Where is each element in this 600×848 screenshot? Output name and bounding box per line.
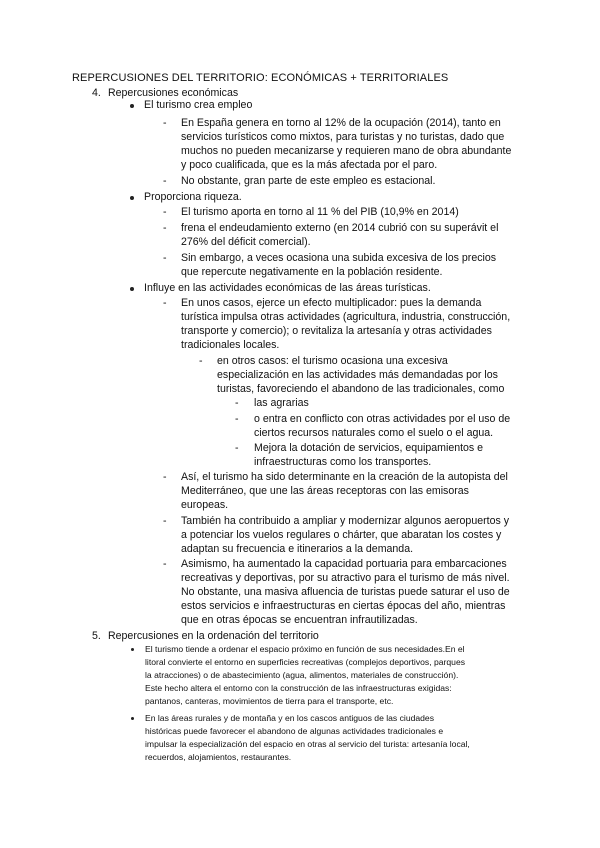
document-title: REPERCUSIONES DEL TERRITORIO: ECONÓMICAS + TERRITORIALES — [72, 72, 449, 84]
employment-seasonal-line: No obstante, gran parte de este empleo es estacional. — [181, 175, 436, 187]
ports-line-2: recreativas y deportivas, por su atractivo para el turismo de más nivel. — [181, 572, 510, 584]
wealth-debt-line-1: frena el endeudamiento externo (en 2014 cubrió con su superávit el — [181, 222, 499, 234]
highway-line-2: Mediterráneo, que une las áreas receptoras con las emisoras — [181, 485, 469, 497]
ports-line-3: No obstante, una masiva afluencia de turistas puede saturar el uso de — [181, 586, 510, 598]
dash-marker: - — [163, 175, 167, 187]
wealth-debt-line-2: 276% del déficit comercial). — [181, 236, 311, 248]
section-4-number: 4. — [92, 87, 101, 99]
dash-marker: - — [163, 297, 167, 309]
dash-marker: - — [235, 413, 239, 425]
territory-paragraph-1-line-3: la atracciones) o de abastecimiento (agua, alimentos, materiales de construcción). — [145, 670, 459, 680]
employment-detail-line-4: y poco cualificada, que es la más afectada por el paro. — [181, 159, 438, 171]
highway-line-1: Así, el turismo ha sido determinante en la creación de la autopista del — [181, 471, 508, 483]
dash-marker: - — [199, 355, 203, 367]
airports-line-3: adaptan su frecuencia e itinerarios a la demanda. — [181, 543, 414, 555]
territory-paragraph-1-line-4: Este hecho altera el entorno con la construcción de las infraestructuras exigidas: — [145, 683, 452, 693]
highway-line-3: europeas. — [181, 499, 229, 511]
wealth-prices-line-2: que repercute negativamente en la población residente. — [181, 266, 443, 278]
services-line-1: Mejora la dotación de servicios, equipamientos e — [254, 442, 484, 454]
bullet-dot — [131, 648, 134, 651]
wealth-gdp-line: El turismo aporta en torno al 11 % del PIB (10,9% en 2014) — [181, 206, 459, 218]
dash-marker: - — [163, 117, 167, 129]
bullet-dot — [130, 287, 134, 291]
agrarian-line: las agrarias — [254, 397, 309, 409]
bullet-activities: Influye en las actividades económicas de las áreas turísticas. — [144, 282, 431, 294]
employment-detail-line-3: muchos no pueden mecanizarse y requieren mano de obra abundante — [181, 145, 512, 157]
dash-marker: - — [163, 206, 167, 218]
employment-detail-line-2: servicios turísticos como mixtos, para turistas y no turistas, dado que — [181, 131, 505, 143]
ports-line-1: Asimismo, ha aumentado la capacidad portuaria para embarcaciones — [181, 558, 507, 570]
dash-marker: - — [163, 558, 167, 570]
multiplier-line-1: En unos casos, ejerce un efecto multiplicador: pues la demanda — [181, 297, 482, 309]
conflict-line-1: o entra en conflicto con otras actividades por el uso de — [254, 413, 511, 425]
bullet-wealth: Proporciona riqueza. — [144, 191, 242, 203]
wealth-prices-line-1: Sin embargo, a veces ocasiona una subida excesiva de los precios — [181, 252, 497, 264]
section-5-title: Repercusiones en la ordenación del territorio — [108, 630, 319, 642]
dash-marker: - — [235, 442, 239, 454]
specialization-line-3: turistas, favoreciendo el abandono de las tradicionales, como — [217, 383, 505, 395]
specialization-line-1: en otros casos: el turismo ocasiona una excesiva — [217, 355, 448, 367]
airports-line-1: También ha contribuido a ampliar y modernizar algunos aeropuertos y — [181, 515, 509, 527]
multiplier-line-3: transporte y comercio); o revitaliza la artesanía y otras actividades — [181, 325, 492, 337]
territory-paragraph-2-line-3: impulsar la especialización del espacio en otras al servicio del turista: artesanía local, — [145, 739, 470, 749]
dash-marker: - — [163, 515, 167, 527]
services-line-2: infraestructuras como los transportes. — [254, 456, 432, 468]
territory-paragraph-1-line-5: pantanos, canteras, movimientos de tierra para el transporte, etc. — [145, 696, 394, 706]
territory-paragraph-2-line-1: En las áreas rurales y de montaña y en los cascos antiguos de las ciudades — [145, 713, 435, 723]
bullet-dot — [130, 104, 134, 108]
specialization-line-2: especialización en las actividades más demandadas por los — [217, 369, 498, 381]
dash-marker: - — [235, 397, 239, 409]
territory-paragraph-2-line-4: recuerdos, alojamientos, restaurantes. — [145, 752, 292, 762]
bullet-dot — [131, 717, 134, 720]
section-5-number: 5. — [92, 630, 101, 642]
dash-marker: - — [163, 471, 167, 483]
section-4-title: Repercusiones económicas — [108, 87, 239, 99]
dash-marker: - — [163, 222, 167, 234]
ports-line-5: que en otras épocas se encuentran infrautilizadas. — [181, 614, 418, 626]
conflict-line-2: ciertos recursos naturales como el suelo o el agua. — [254, 427, 494, 439]
bullet-dot — [130, 196, 134, 200]
territory-paragraph-1-line-1: El turismo tiende a ordenar el espacio próximo en función de sus necesidades.En el — [145, 644, 465, 654]
multiplier-line-2: turística impulsa otras actividades (agricultura, industria, construcción, — [181, 311, 511, 323]
bullet-employment: El turismo crea empleo — [144, 99, 253, 111]
dash-marker: - — [163, 252, 167, 264]
airports-line-2: a potenciar los vuelos regulares o chárter, que abaratan los costes y — [181, 529, 502, 541]
territory-paragraph-1-line-2: litoral convierte el entorno en superficies recreativas (complejos deportivos, parques — [145, 657, 466, 667]
employment-detail-line-1: En España genera en torno al 12% de la ocupación (2014), tanto en — [181, 117, 501, 129]
multiplier-line-4: tradicionales locales. — [181, 339, 280, 351]
territory-paragraph-2-line-2: históricas puede favorecer el abandono de algunas actividades tradicionales e — [145, 726, 444, 736]
ports-line-4: estos servicios e infraestructuras en ciertas épocas del año, mientras — [181, 600, 506, 612]
